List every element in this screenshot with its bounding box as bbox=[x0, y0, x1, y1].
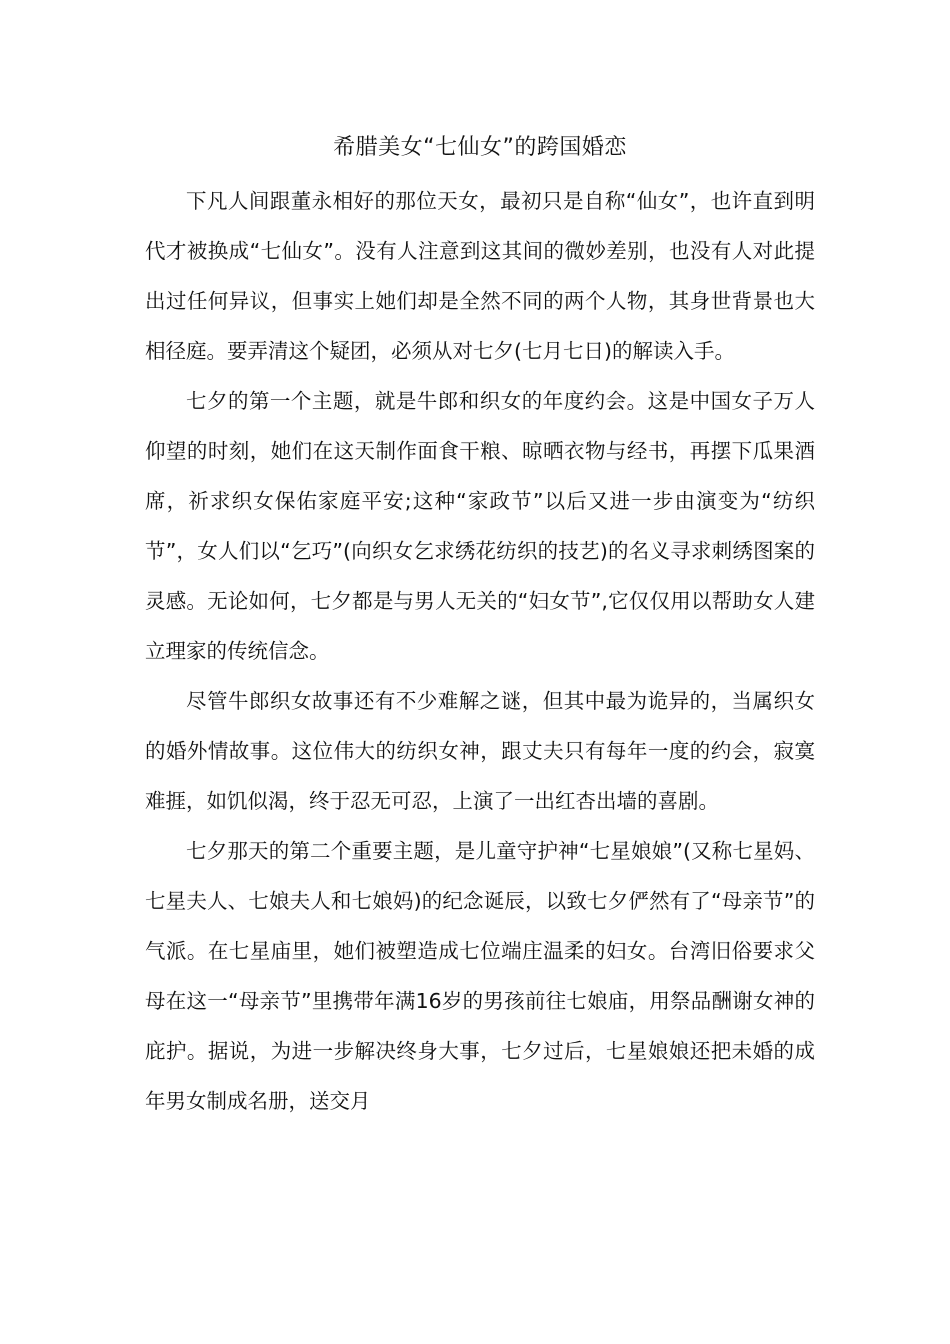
paragraph-2: 七夕的第一个主题，就是牛郎和织女的年度约会。这是中国女子万人仰望的时刻，她们在这天制作面食干粮、晾晒衣物与经书，再摆下瓜果酒席，祈求织女保佑家庭平安;这种“家政节”以后又进一步由演变为“纺织节”，女人们以“乞巧”(向织女乞求绣花纺织的技艺)的名义寻求刺绣图案的灵感。无论如何，七夕都是与男人无关的“妇女节”,它仅仅用以帮助女人建立理家的传统信念。 bbox=[145, 389, 815, 663]
paragraph-4: 七夕那天的第二个重要主题，是儿童守护神“七星娘娘”(又称七星妈、七星夫人、七娘夫人和七娘妈)的纪念诞辰，以致七夕俨然有了“母亲节”的气派。在七星庙里，她们被塑造成七位端庄温柔的妇女。台湾旧俗要求父母在这一“母亲节”里携带年满16岁的男孩前往七娘庙，用祭品酬谢女神的庇护。据说，为进一步解决终身大事，七夕过后，七星娘娘还把未婚的成年男女制成名册，送交月 bbox=[145, 839, 815, 1113]
paragraph-1: 下凡人间跟董永相好的那位天女，最初只是自称“仙女”，也许直到明代才被换成“七仙女”。没有人注意到这其间的微妙差别，也没有人对此提出过任何异议，但事实上她们却是全然不同的两个人物，其身世背景也大相径庭。要弄清这个疑团，必须从对七夕(七月七日)的解读入手。 bbox=[145, 189, 815, 363]
document-title: 希腊美女“七仙女”的跨国婚恋 bbox=[333, 135, 627, 160]
document-body bbox=[145, 128, 815, 1126]
paragraph-3: 尽管牛郎织女故事还有不少难解之谜，但其中最为诡异的，当属织女的婚外情故事。这位伟大的纺织女神，跟丈夫只有每年一度的约会，寂寞难捱，如饥似渴，终于忍无可忍，上演了一出红杏出墙的喜剧。 bbox=[145, 689, 815, 813]
